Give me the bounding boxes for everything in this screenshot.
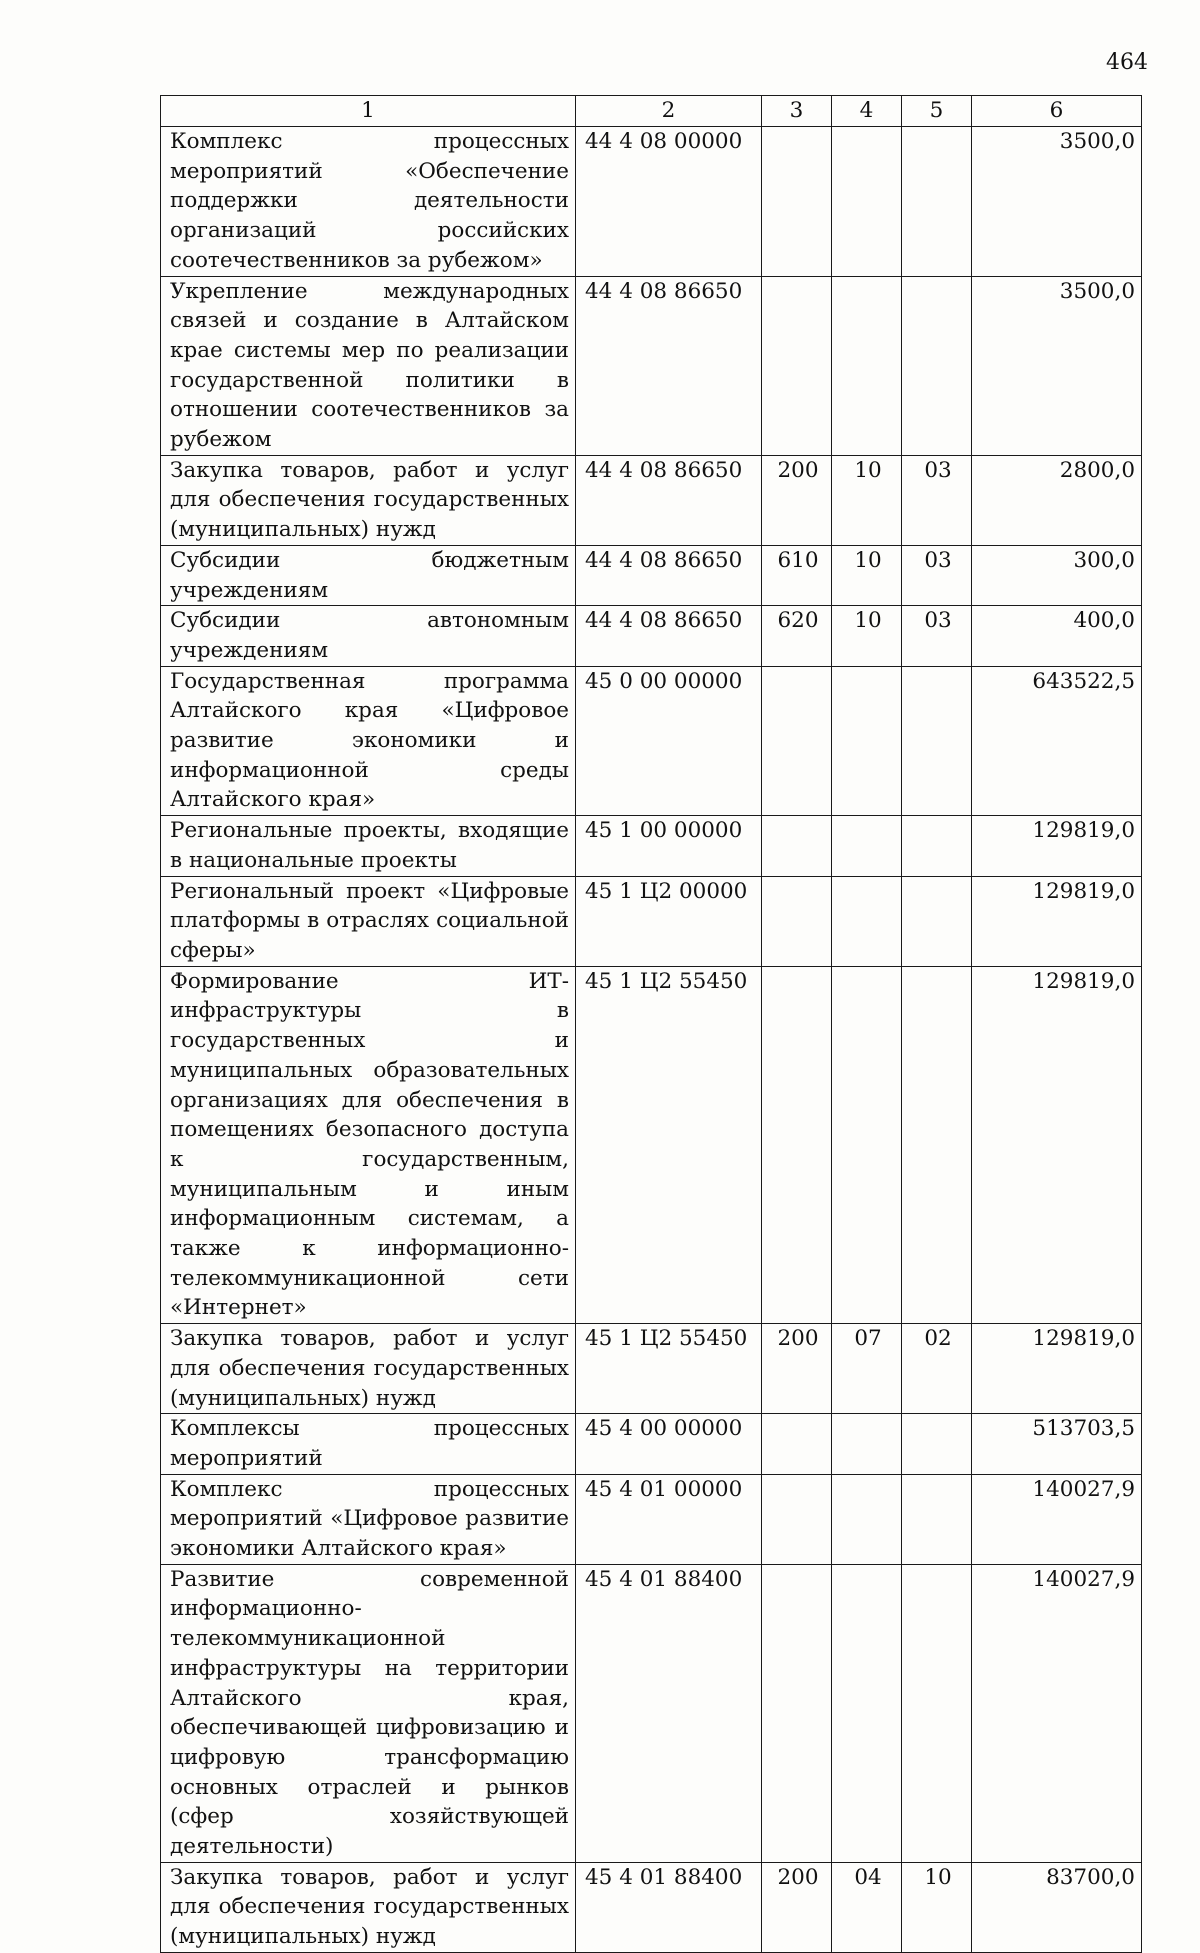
amount-cell: 3500,0 — [972, 127, 1142, 277]
section-cell: 10 — [832, 455, 902, 545]
row-name-cell: Государственная программа Алтайского края «Цифровое развитие экономики и информационной среды Алтайского края» — [161, 666, 576, 816]
expense-type-cell — [762, 876, 832, 966]
table-row — [161, 1862, 1142, 1952]
subsection-cell — [902, 1564, 972, 1862]
table-row — [161, 966, 1142, 1323]
subsection-cell: 03 — [902, 606, 972, 666]
budget-code-cell: 44 4 08 00000 — [576, 127, 762, 277]
subsection-cell — [902, 127, 972, 277]
budget-code-cell: 45 1 00 00000 — [576, 816, 762, 876]
section-cell — [832, 1474, 902, 1564]
section-cell: 04 — [832, 1862, 902, 1952]
section-cell — [832, 816, 902, 876]
budget-code-cell: 44 4 08 86650 — [576, 545, 762, 605]
budget-code-cell: 45 0 00 00000 — [576, 666, 762, 816]
amount-cell: 300,0 — [972, 545, 1142, 605]
table-row — [161, 545, 1142, 605]
subsection-cell — [902, 666, 972, 816]
table-row — [161, 606, 1142, 666]
row-name-cell: Комплекс процессных мероприятий «Обеспечение поддержки деятельности организаций российских соотечественников за рубежом» — [161, 127, 576, 277]
table-row — [161, 1414, 1142, 1474]
column-header: 2 — [576, 96, 762, 127]
table-row — [161, 276, 1142, 455]
table-row — [161, 816, 1142, 876]
subsection-cell: 02 — [902, 1324, 972, 1414]
amount-cell: 140027,9 — [972, 1564, 1142, 1862]
section-cell — [832, 876, 902, 966]
section-cell: 07 — [832, 1324, 902, 1414]
budget-code-cell: 44 4 08 86650 — [576, 606, 762, 666]
expense-type-cell — [762, 1474, 832, 1564]
amount-cell: 129819,0 — [972, 816, 1142, 876]
expense-type-cell — [762, 666, 832, 816]
subsection-cell — [902, 1414, 972, 1474]
table-row — [161, 1324, 1142, 1414]
expense-type-cell: 610 — [762, 545, 832, 605]
section-cell: 10 — [832, 606, 902, 666]
amount-cell: 140027,9 — [972, 1474, 1142, 1564]
expense-type-cell — [762, 816, 832, 876]
section-cell: 10 — [832, 545, 902, 605]
subsection-cell: 03 — [902, 545, 972, 605]
row-name-cell: Комплекс процессных мероприятий «Цифровое развитие экономики Алтайского края» — [161, 1474, 576, 1564]
budget-code-cell: 44 4 08 86650 — [576, 276, 762, 455]
subsection-cell: 03 — [902, 455, 972, 545]
column-header: 6 — [972, 96, 1142, 127]
section-cell — [832, 276, 902, 455]
row-name-cell: Закупка товаров, работ и услуг для обеспечения государственных (муниципальных) нужд — [161, 1862, 576, 1952]
expense-type-cell: 200 — [762, 1324, 832, 1414]
expense-type-cell — [762, 276, 832, 455]
budget-code-cell: 45 4 01 00000 — [576, 1474, 762, 1564]
table-row — [161, 127, 1142, 277]
amount-cell: 643522,5 — [972, 666, 1142, 816]
subsection-cell — [902, 816, 972, 876]
amount-cell: 129819,0 — [972, 1324, 1142, 1414]
row-name-cell: Региональные проекты, входящие в национальные проекты — [161, 816, 576, 876]
page-number: 464 — [1106, 50, 1148, 75]
column-header: 5 — [902, 96, 972, 127]
expense-type-cell: 200 — [762, 1862, 832, 1952]
table-row — [161, 876, 1142, 966]
budget-code-cell: 45 1 Ц2 55450 — [576, 966, 762, 1323]
section-cell — [832, 966, 902, 1323]
row-name-cell: Развитие современной информационно-телекоммуникационной инфраструктуры на территории Алтайского края, обеспечивающей цифровизацию и цифровую трансформацию основных отраслей и рынков (сфер хозяйствующей деятельности) — [161, 1564, 576, 1862]
expense-type-cell: 620 — [762, 606, 832, 666]
budget-code-cell: 45 1 Ц2 00000 — [576, 876, 762, 966]
table-row — [161, 455, 1142, 545]
amount-cell: 400,0 — [972, 606, 1142, 666]
column-header: 3 — [762, 96, 832, 127]
amount-cell: 129819,0 — [972, 966, 1142, 1323]
amount-cell: 83700,0 — [972, 1862, 1142, 1952]
row-name-cell: Закупка товаров, работ и услуг для обеспечения государственных (муниципальных) нужд — [161, 1324, 576, 1414]
amount-cell: 513703,5 — [972, 1414, 1142, 1474]
subsection-cell — [902, 276, 972, 455]
expense-type-cell — [762, 1564, 832, 1862]
subsection-cell: 10 — [902, 1862, 972, 1952]
expense-type-cell — [762, 127, 832, 277]
section-cell — [832, 666, 902, 816]
budget-code-cell: 45 1 Ц2 55450 — [576, 1324, 762, 1414]
table-header-row — [161, 96, 1142, 127]
row-name-cell: Субсидии автономным учреждениям — [161, 606, 576, 666]
table-row — [161, 1564, 1142, 1862]
subsection-cell — [902, 876, 972, 966]
expense-type-cell: 200 — [762, 455, 832, 545]
budget-table — [160, 95, 1142, 1953]
column-header: 1 — [161, 96, 576, 127]
amount-cell: 129819,0 — [972, 876, 1142, 966]
table-row — [161, 666, 1142, 816]
row-name-cell: Региональный проект «Цифровые платформы в отраслях социальной сферы» — [161, 876, 576, 966]
row-name-cell: Комплексы процессных мероприятий — [161, 1414, 576, 1474]
amount-cell: 2800,0 — [972, 455, 1142, 545]
budget-code-cell: 45 4 01 88400 — [576, 1862, 762, 1952]
expense-type-cell — [762, 966, 832, 1323]
subsection-cell — [902, 966, 972, 1323]
expense-type-cell — [762, 1414, 832, 1474]
amount-cell: 3500,0 — [972, 276, 1142, 455]
column-header: 4 — [832, 96, 902, 127]
table-row — [161, 1474, 1142, 1564]
section-cell — [832, 127, 902, 277]
row-name-cell: Закупка товаров, работ и услуг для обеспечения государственных (муниципальных) нужд — [161, 455, 576, 545]
section-cell — [832, 1414, 902, 1474]
budget-code-cell: 45 4 00 00000 — [576, 1414, 762, 1474]
subsection-cell — [902, 1474, 972, 1564]
row-name-cell: Укрепление международных связей и создание в Алтайском крае системы мер по реализации государственной политики в отношении соотечественников за рубежом — [161, 276, 576, 455]
row-name-cell: Формирование ИТ-инфраструктуры в государственных и муниципальных образовательных организациях для обеспечения в помещениях безопасного доступа к государственным, муниципальным и иным информационным системам, а также к информационно-телекоммуникационной сети «Интернет» — [161, 966, 576, 1323]
budget-code-cell: 44 4 08 86650 — [576, 455, 762, 545]
row-name-cell: Субсидии бюджетным учреждениям — [161, 545, 576, 605]
table-body — [161, 127, 1142, 1953]
budget-code-cell: 45 4 01 88400 — [576, 1564, 762, 1862]
section-cell — [832, 1564, 902, 1862]
